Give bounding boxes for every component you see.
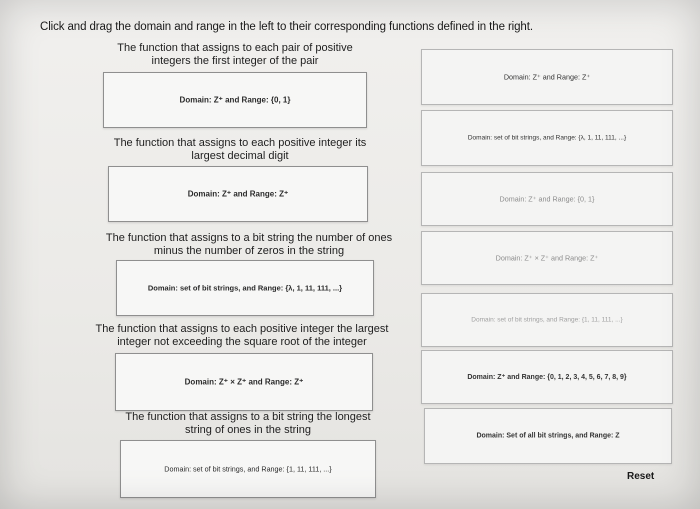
option-7-label: Domain: Set of all bit strings, and Range: Z <box>476 432 620 440</box>
function-5-text <box>108 411 388 437</box>
function-1-line1: The function that assigns to each pair of positive <box>117 42 353 54</box>
placed-answer-4[interactable]: Domain: Z⁺ × Z⁺ and Range: Z⁺ <box>184 377 304 387</box>
option-4[interactable] <box>421 231 673 285</box>
option-1[interactable] <box>421 49 673 105</box>
option-2-label: Domain: set of bit strings, and Range: {λ, 1, 11, 111, ...} <box>467 134 627 142</box>
drop-zone-3[interactable] <box>116 260 374 316</box>
function-4-text <box>82 323 402 349</box>
option-6-label: Domain: Z⁺ and Range: {0, 1, 2, 3, 4, 5, 6, 7, 8, 9} <box>467 374 627 381</box>
function-4-line2: integer not exceeding the square root of the integer <box>117 336 367 348</box>
instructions-text: Click and drag the domain and range in the left to their corresponding functions defined in the right. <box>40 21 533 33</box>
function-3-line1: The function that assigns to a bit string the number of ones <box>105 232 393 244</box>
option-5-label: Domain: set of bit strings, and Range: {1, 11, 111, ...} <box>471 316 623 324</box>
function-5-line1: The function that assigns to a bit string the longest <box>125 411 371 423</box>
reset-button[interactable]: Reset <box>627 471 655 482</box>
option-4-label: Domain: Z⁺ × Z⁺ and Range: Z⁺ <box>495 253 599 263</box>
function-3-line2: minus the number of zeros in the string <box>153 245 345 257</box>
drop-zone-1[interactable] <box>103 72 367 128</box>
function-1-text <box>100 42 370 68</box>
option-3-label: Domain: Z⁺ and Range: {0, 1} <box>499 194 595 204</box>
option-5[interactable] <box>421 293 673 347</box>
option-7[interactable] <box>424 408 672 464</box>
function-4-line1: The function that assigns to each positive integer the largest <box>95 323 389 335</box>
function-2-text <box>95 137 385 163</box>
function-3-text <box>90 232 408 258</box>
drop-zone-2[interactable] <box>108 166 368 222</box>
option-6[interactable] <box>421 350 673 404</box>
function-2-line1: The function that assigns to each positive integer its <box>113 137 367 149</box>
option-2[interactable] <box>421 110 673 166</box>
function-2-line2: largest decimal digit <box>191 150 289 162</box>
placed-answer-2[interactable]: Domain: Z⁺ and Range: Z⁺ <box>187 189 289 199</box>
function-1-line2: integers the first integer of the pair <box>151 55 319 67</box>
placed-answer-1[interactable]: Domain: Z⁺ and Range: {0, 1} <box>179 95 291 105</box>
option-1-label: Domain: Z⁺ and Range: Z⁺ <box>503 72 591 82</box>
drop-zone-4[interactable] <box>115 353 373 411</box>
option-3[interactable] <box>421 172 673 226</box>
drop-zone-5[interactable] <box>120 440 376 498</box>
function-5-line2: string of ones in the string <box>185 424 311 436</box>
placed-answer-5[interactable]: Domain: set of bit strings, and Range: {1, 11, 111, ...} <box>164 464 332 474</box>
placed-answer-3[interactable]: Domain: set of bit strings, and Range: {λ, 1, 11, 111, ...} <box>147 283 343 293</box>
